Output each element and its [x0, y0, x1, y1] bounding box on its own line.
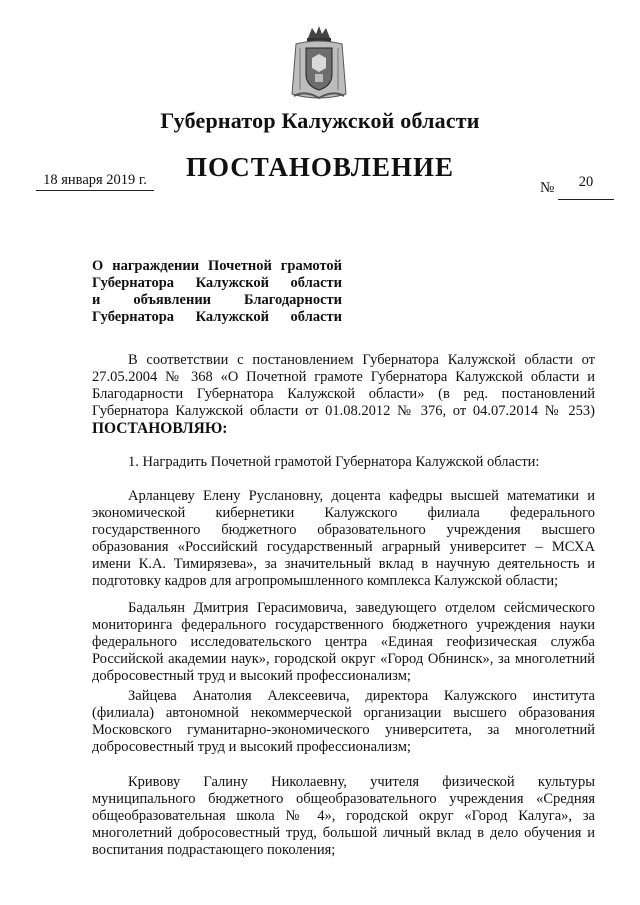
document-date: 18 января 2019 г. — [36, 172, 154, 191]
subject-line: О награждении Почетной грамотой — [92, 258, 342, 274]
awardee-paragraph: Бадальян Дмитрия Герасимовича, заведующего отделом сейсмического мониторинга федерального государственного бюджетного учреждения науки федерального исследовательского центра «Единая геофизическая служба Российской академии наук», городской округ «Город Обнинск», за многолетний добросовестный труд и высокий профессионализм; — [92, 600, 595, 684]
decree-word: ПОСТАНОВЛЯЮ: — [92, 420, 228, 437]
subject-line: Губернатора Калужской области — [92, 275, 342, 291]
document-number: 20 — [558, 174, 614, 200]
awardee-paragraph: Зайцева Анатолия Алексеевича, директора Калужского института (филиала) автономной некоммерческой организации высшего образования Московского гуманитарно-экономического университета, за многолетний добросовестный труд и высокий профессионализм; — [92, 688, 595, 755]
awardee-paragraph: Кривову Галину Николаевну, учителя физической культуры муниципального бюджетного общеобразовательного учреждения «Средняя общеобразовательная школа № 4», городской округ «Город Калуга», за многолетний добросовестный труд, большой личный вклад в дело обучения и воспитания подрастающего поколения; — [92, 774, 595, 858]
number-sign: № — [540, 180, 555, 196]
document-subject — [92, 258, 342, 326]
document-type: ПОСТАНОВЛЕНИЕ — [185, 152, 455, 182]
subject-line: и объявлении Благодарности — [92, 292, 342, 308]
preamble-text: В соответствии с постановлением Губернатора Калужской области от 27.05.2004 № 368 «О Почетной грамоте Губернатора Калужской области и Благодарности Губернатора Калужской области» (в ред. постановлений Губернатора Калужской области от 01.08.2012 № 376, от 04.07.2014 № 253) — [92, 352, 595, 419]
preamble-paragraph — [92, 352, 595, 438]
awardee-paragraph: Арланцеву Елену Руслановну, доцента кафедры высшей математики и экономической кибернетики Калужского филиала федерального государственного бюджетного образовательного учреждения высшего образования «Российский государственный аграрный университет – МСХА имени К.А. Тимирязева», за значительный вклад в научную деятельность и подготовку кадров для агропромышленного комплекса Калужской области; — [92, 488, 595, 589]
coat-of-arms-icon — [290, 24, 348, 104]
subject-line: Губернатора Калужской области — [92, 309, 342, 325]
item-1: 1. Наградить Почетной грамотой Губернатора Калужской области: — [128, 454, 540, 470]
authority-title: Губернатор Калужской области — [160, 108, 480, 133]
